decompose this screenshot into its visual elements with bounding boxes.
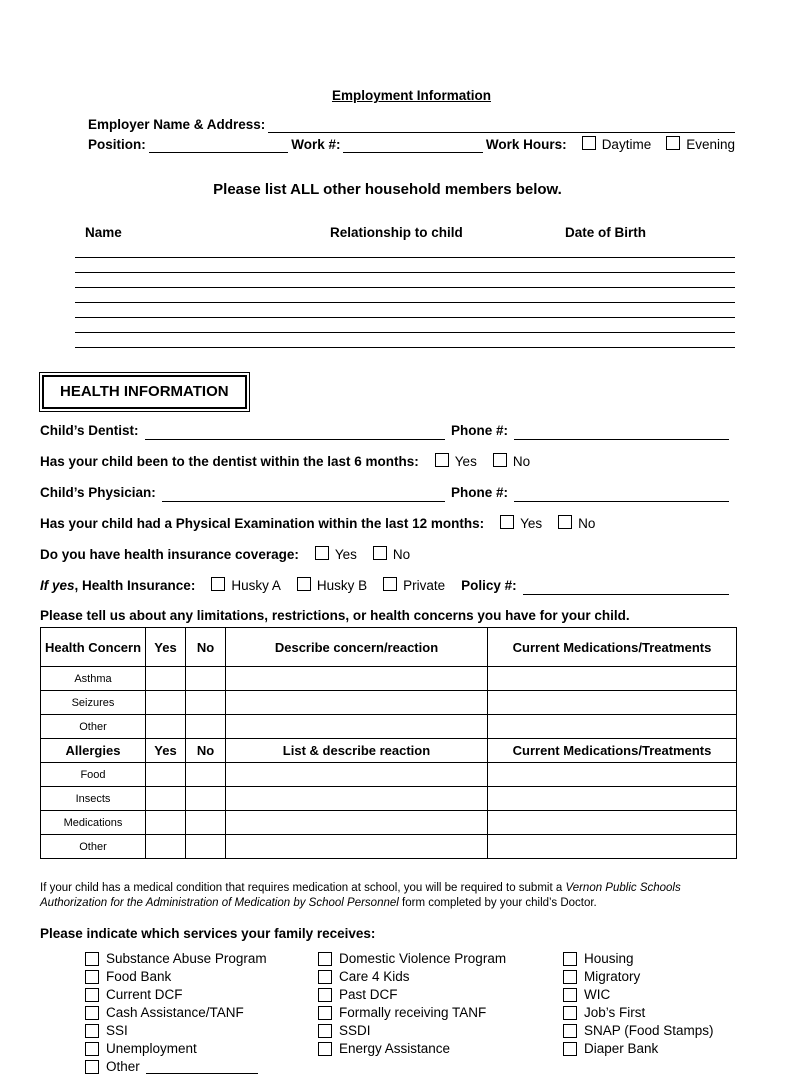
services-column-1 [85,950,318,1076]
housing-checkbox[interactable] [563,952,577,966]
service-label: Past DCF [339,987,398,1002]
employer-name-input[interactable] [268,117,735,133]
service-care-4-kids [318,968,563,986]
row-label-asthma: Asthma [41,667,146,691]
dentist-label: Child’s Dentist: [40,423,139,438]
service-label: WIC [584,987,611,1002]
allergies-header: Allergies [41,739,146,763]
health-concern-header: Health Concern [41,628,146,667]
medications-yes-cell[interactable] [146,811,186,835]
dentist-no-option [493,453,530,471]
policy-number-label: Policy #: [461,578,517,593]
private-option [383,577,445,595]
past-dcf-checkbox[interactable] [318,988,332,1002]
service-unemployment [85,1040,318,1058]
migratory-checkbox[interactable] [563,970,577,984]
row-label-food: Food [41,763,146,787]
medication-note-part2: form completed by your child’s Doctor. [398,897,597,909]
dentist-question: Has your child been to the dentist within the last 6 months: [40,454,419,469]
other-allergy-no-cell[interactable] [186,835,226,859]
service-label: Current DCF [106,987,183,1002]
work-hours-evening-option [666,136,735,153]
health-information-heading: HEALTH INFORMATION [42,375,247,409]
yes-label: Yes [454,454,477,469]
medication-note [40,881,735,911]
service-substance-abuse [85,950,318,968]
service-diaper-bank [563,1040,735,1058]
services-column-3 [563,950,735,1076]
service-housing [563,950,735,968]
formally-tanf-checkbox[interactable] [318,1006,332,1020]
household-member-line[interactable] [75,240,735,258]
service-label: Energy Assistance [339,1041,451,1056]
substance-abuse-checkbox[interactable] [85,952,99,966]
medications-header: Current Medications/Treatments [488,628,737,667]
other-service-checkbox[interactable] [85,1060,99,1074]
dentist-yes-checkbox[interactable] [435,453,449,467]
yes-label: Yes [334,547,357,562]
no-header: No [186,739,226,763]
medications-no-cell[interactable] [186,811,226,835]
row-label-medications: Medications [41,811,146,835]
work-hours-label: Work Hours: [485,137,567,152]
household-heading: Please list ALL other household members below. [213,181,562,198]
medication-note-part1: If your child has a medical condition that requires medication at school, you will be required to submit a [40,882,566,894]
insects-no-cell[interactable] [186,787,226,811]
physician-name-input[interactable] [162,486,445,502]
household-member-line[interactable] [75,333,735,348]
service-label: Unemployment [106,1041,197,1056]
service-current-dcf [85,986,318,1004]
work-hours-daytime-option [582,136,652,153]
insurance-no-option [373,546,410,564]
physical-yes-option [500,515,542,533]
service-label: Other [106,1059,140,1074]
service-ssi [85,1022,318,1040]
dentist-phone-label: Phone #: [450,423,508,438]
physical-no-checkbox[interactable] [558,515,572,529]
service-label: Food Bank [106,969,172,984]
husky-b-label: Husky B [316,578,368,593]
asthma-yes-cell[interactable] [146,667,186,691]
husky-a-label: Husky A [231,578,281,593]
service-label: Housing [584,951,634,966]
no-label: No [512,454,531,469]
service-other [85,1058,318,1076]
ssi-checkbox[interactable] [85,1024,99,1038]
seizures-yes-cell[interactable] [146,691,186,715]
list-describe-header: List & describe reaction [226,739,488,763]
service-cash-assistance [85,1004,318,1022]
service-energy-assistance [318,1040,563,1058]
insects-describe-cell[interactable] [226,787,488,811]
health-concerns-intro: Please tell us about any limitations, restrictions, or health concerns you have for your child. [40,608,630,623]
daytime-label: Daytime [601,137,652,152]
seizures-no-cell[interactable] [186,691,226,715]
yes-label: Yes [520,516,543,531]
health-section [40,348,735,859]
service-label: Diaper Bank [584,1041,659,1056]
insects-yes-cell[interactable] [146,787,186,811]
other-concern-describe-cell[interactable] [226,715,488,739]
other-allergy-describe-cell[interactable] [226,835,488,859]
work-number-label: Work #: [291,137,341,152]
service-label: Domestic Violence Program [339,951,507,966]
health-concern-table [40,627,737,859]
physical-no-option [558,515,595,533]
no-header: No [186,628,226,667]
service-snap [563,1022,735,1040]
service-food-bank [85,968,318,986]
household-member-line[interactable] [75,258,735,273]
service-label: Substance Abuse Program [106,951,267,966]
food-bank-checkbox[interactable] [85,970,99,984]
energy-assistance-checkbox[interactable] [318,1042,332,1056]
no-label: No [578,516,596,531]
service-migratory [563,968,735,986]
husky-a-checkbox[interactable] [211,577,225,591]
physician-label: Child’s Physician: [40,485,156,500]
husky-b-checkbox[interactable] [297,577,311,591]
care-4-kids-checkbox[interactable] [318,970,332,984]
service-label: Care 4 Kids [339,969,410,984]
snap-checkbox[interactable] [563,1024,577,1038]
physical-yes-checkbox[interactable] [500,515,514,529]
medications-describe-cell[interactable] [226,811,488,835]
services-section [40,926,735,1076]
cash-assistance-checkbox[interactable] [85,1006,99,1020]
household-member-line[interactable] [75,303,735,318]
food-describe-cell[interactable] [226,763,488,787]
row-label-seizures: Seizures [41,691,146,715]
describe-header: Describe concern/reaction [226,628,488,667]
physical-exam-question: Has your child had a Physical Examination within the last 12 months: [40,516,485,531]
household-col-dob: Date of Birth [565,225,646,240]
yes-header: Yes [146,739,186,763]
evening-label: Evening [686,137,735,152]
ssdi-checkbox[interactable] [318,1024,332,1038]
other-concern-yes-cell[interactable] [146,715,186,739]
no-label: No [392,547,411,562]
other-allergy-medications-cell[interactable] [488,835,737,859]
household-col-relationship: Relationship to child [330,225,463,240]
seizures-describe-cell[interactable] [226,691,488,715]
husky-a-option [211,577,281,595]
service-label: Job’s First [584,1005,646,1020]
diaper-bank-checkbox[interactable] [563,1042,577,1056]
yes-header: Yes [146,628,186,667]
asthma-describe-cell[interactable] [226,667,488,691]
service-label: Migratory [584,969,641,984]
food-yes-cell[interactable] [146,763,186,787]
dentist-yes-option [435,453,477,471]
domestic-violence-checkbox[interactable] [318,952,332,966]
other-concern-no-cell[interactable] [186,715,226,739]
row-label-insects: Insects [41,787,146,811]
insurance-no-checkbox[interactable] [373,546,387,560]
household-section [40,181,735,348]
other-allergy-yes-cell[interactable] [146,835,186,859]
dentist-phone-input[interactable] [514,424,729,440]
service-domestic-violence [318,950,563,968]
evening-checkbox[interactable] [666,136,680,150]
household-member-line[interactable] [75,318,735,333]
employment-heading: Employment Information [331,88,491,103]
service-label: Formally receiving TANF [339,1005,487,1020]
employer-name-label: Employer Name & Address: [88,117,266,132]
asthma-no-cell[interactable] [186,667,226,691]
household-member-lines [75,240,735,348]
daytime-checkbox[interactable] [582,136,596,150]
private-checkbox[interactable] [383,577,397,591]
medication-note-form-title: Vernon Public Schools Authorization for the Administration of Medication by School Personnel [40,882,681,909]
household-member-line[interactable] [75,288,735,303]
services-heading: Please indicate which services your family receives: [40,926,376,941]
service-label: Cash Assistance/TANF [106,1005,244,1020]
asthma-medications-cell[interactable] [488,667,737,691]
insurance-yes-checkbox[interactable] [315,546,329,560]
unemployment-checkbox[interactable] [85,1042,99,1056]
dentist-name-input[interactable] [145,424,445,440]
household-member-line[interactable] [75,273,735,288]
physician-phone-input[interactable] [514,486,729,502]
food-no-cell[interactable] [186,763,226,787]
position-label: Position: [88,137,146,152]
insurance-yes-option [315,546,357,564]
service-ssdi [318,1022,563,1040]
medications-medications-cell[interactable] [488,811,737,835]
service-label: SSDI [339,1023,371,1038]
health-insurance-label: , Health Insurance: [74,578,196,593]
medications-header: Current Medications/Treatments [488,739,737,763]
wic-checkbox[interactable] [563,988,577,1002]
policy-number-input[interactable] [523,579,729,595]
other-concern-medications-cell[interactable] [488,715,737,739]
service-wic [563,986,735,1004]
physician-phone-label: Phone #: [450,485,508,500]
private-label: Private [403,578,446,593]
service-formally-tanf [318,1004,563,1022]
row-label-other-allergy: Other [41,835,146,859]
dentist-no-checkbox[interactable] [493,453,507,467]
jobs-first-checkbox[interactable] [563,1006,577,1020]
if-yes-label: If yes [40,578,75,593]
service-label: SNAP (Food Stamps) [584,1023,714,1038]
employment-section [88,88,735,153]
household-col-name: Name [85,225,122,240]
service-jobs-first [563,1004,735,1022]
position-input[interactable] [149,137,288,153]
husky-b-option [297,577,367,595]
work-number-input[interactable] [343,137,482,153]
household-column-headers [85,225,735,240]
insects-medications-cell[interactable] [488,787,737,811]
row-label-other-concern: Other [41,715,146,739]
other-service-input[interactable] [146,1060,258,1074]
service-past-dcf [318,986,563,1004]
services-column-2 [318,950,563,1076]
service-label: SSI [106,1023,128,1038]
insurance-question: Do you have health insurance coverage: [40,547,299,562]
current-dcf-checkbox[interactable] [85,988,99,1002]
seizures-medications-cell[interactable] [488,691,737,715]
food-medications-cell[interactable] [488,763,737,787]
